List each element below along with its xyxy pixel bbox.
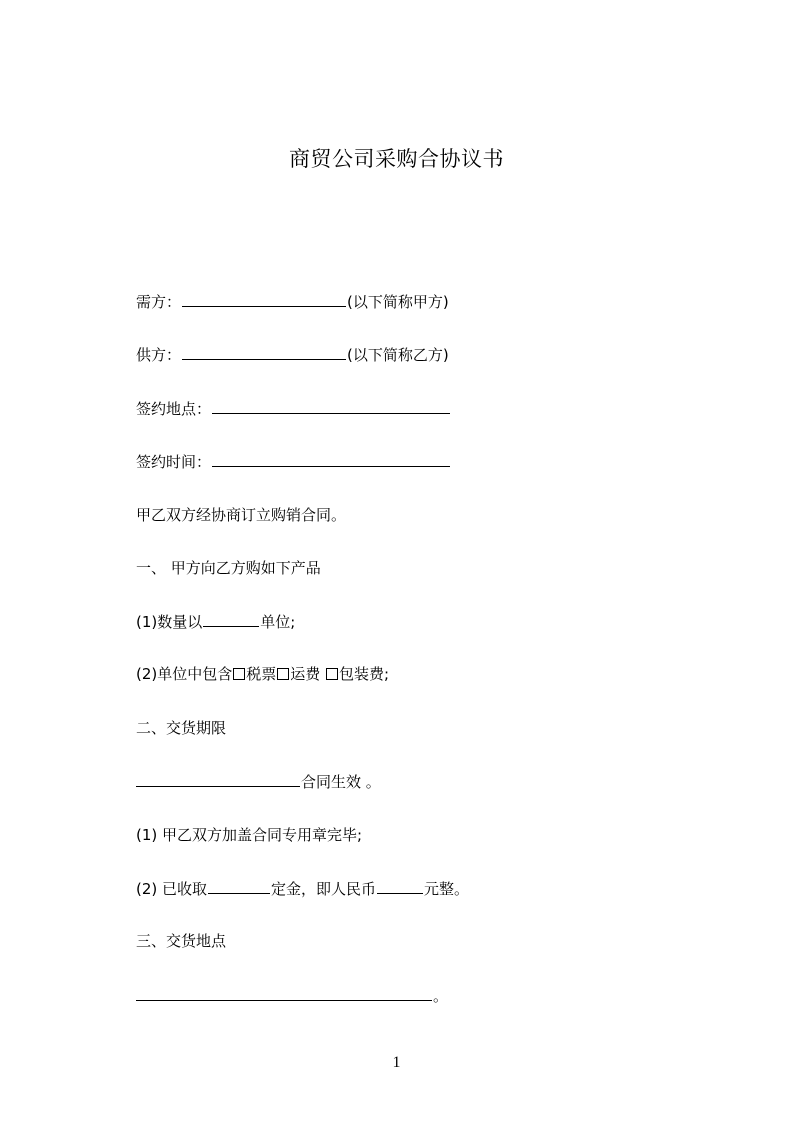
page-number: 1 <box>392 1054 401 1071</box>
condition-2-line <box>136 878 469 899</box>
condition-2-prefix: (2) 已收取 <box>136 880 208 898</box>
sign-place-blank[interactable] <box>212 398 450 414</box>
packaging-checkbox[interactable] <box>326 668 338 680</box>
packaging-label: 包装费; <box>339 665 390 683</box>
item-1-suffix: 单位; <box>260 613 296 631</box>
condition-1: (1) 甲乙双方加盖合同专用章完毕; <box>136 826 363 844</box>
item-1-line <box>136 611 295 632</box>
sign-place-line <box>136 398 451 419</box>
tax-invoice-checkbox[interactable] <box>233 668 245 680</box>
tax-invoice-label: 税票 <box>246 665 277 683</box>
delivery-place-line <box>136 985 448 1006</box>
item-2-line <box>136 664 389 684</box>
section-3-heading: 三、交货地点 <box>136 932 227 950</box>
sign-time-blank[interactable] <box>212 451 450 467</box>
item-1-prefix: (1)数量以 <box>136 613 203 631</box>
sign-time-line <box>136 451 451 472</box>
sign-time-label: 签约时间： <box>136 453 212 471</box>
freight-checkbox[interactable] <box>277 668 289 680</box>
section-2-heading: 二、交货期限 <box>136 719 227 737</box>
delivery-place-suffix: 。 <box>433 987 449 1005</box>
supplier-line <box>136 344 449 365</box>
quantity-unit-blank[interactable] <box>203 611 259 627</box>
item-2-prefix: (2)单位中包含 <box>136 665 233 683</box>
intro-text: 甲乙双方经协商订立购销合同。 <box>136 506 347 524</box>
effect-suffix: 合同生效 。 <box>301 773 381 791</box>
condition-2-mid: 定金，即人民币 <box>271 880 377 898</box>
supplier-blank[interactable] <box>182 344 346 360</box>
supplier-label: 供方： <box>136 346 182 364</box>
delivery-place-blank[interactable] <box>136 985 432 1001</box>
buyer-blank[interactable] <box>182 291 346 307</box>
freight-label: 运费 <box>290 665 326 683</box>
buyer-label: 需方： <box>136 293 182 311</box>
deposit-blank[interactable] <box>208 878 270 894</box>
buyer-line <box>136 291 449 312</box>
supplier-suffix: (以下简称乙方) <box>347 346 449 364</box>
condition-2-suffix: 元整。 <box>424 880 470 898</box>
section-1-heading: 一、 甲方向乙方购如下产品 <box>136 559 321 577</box>
document-title: 商贸公司采购合协议书 <box>289 147 504 171</box>
buyer-suffix: (以下简称甲方) <box>347 293 449 311</box>
rmb-amount-blank[interactable] <box>377 878 423 894</box>
sign-place-label: 签约地点： <box>136 400 212 418</box>
effect-line <box>136 771 381 792</box>
effect-blank[interactable] <box>136 771 300 787</box>
